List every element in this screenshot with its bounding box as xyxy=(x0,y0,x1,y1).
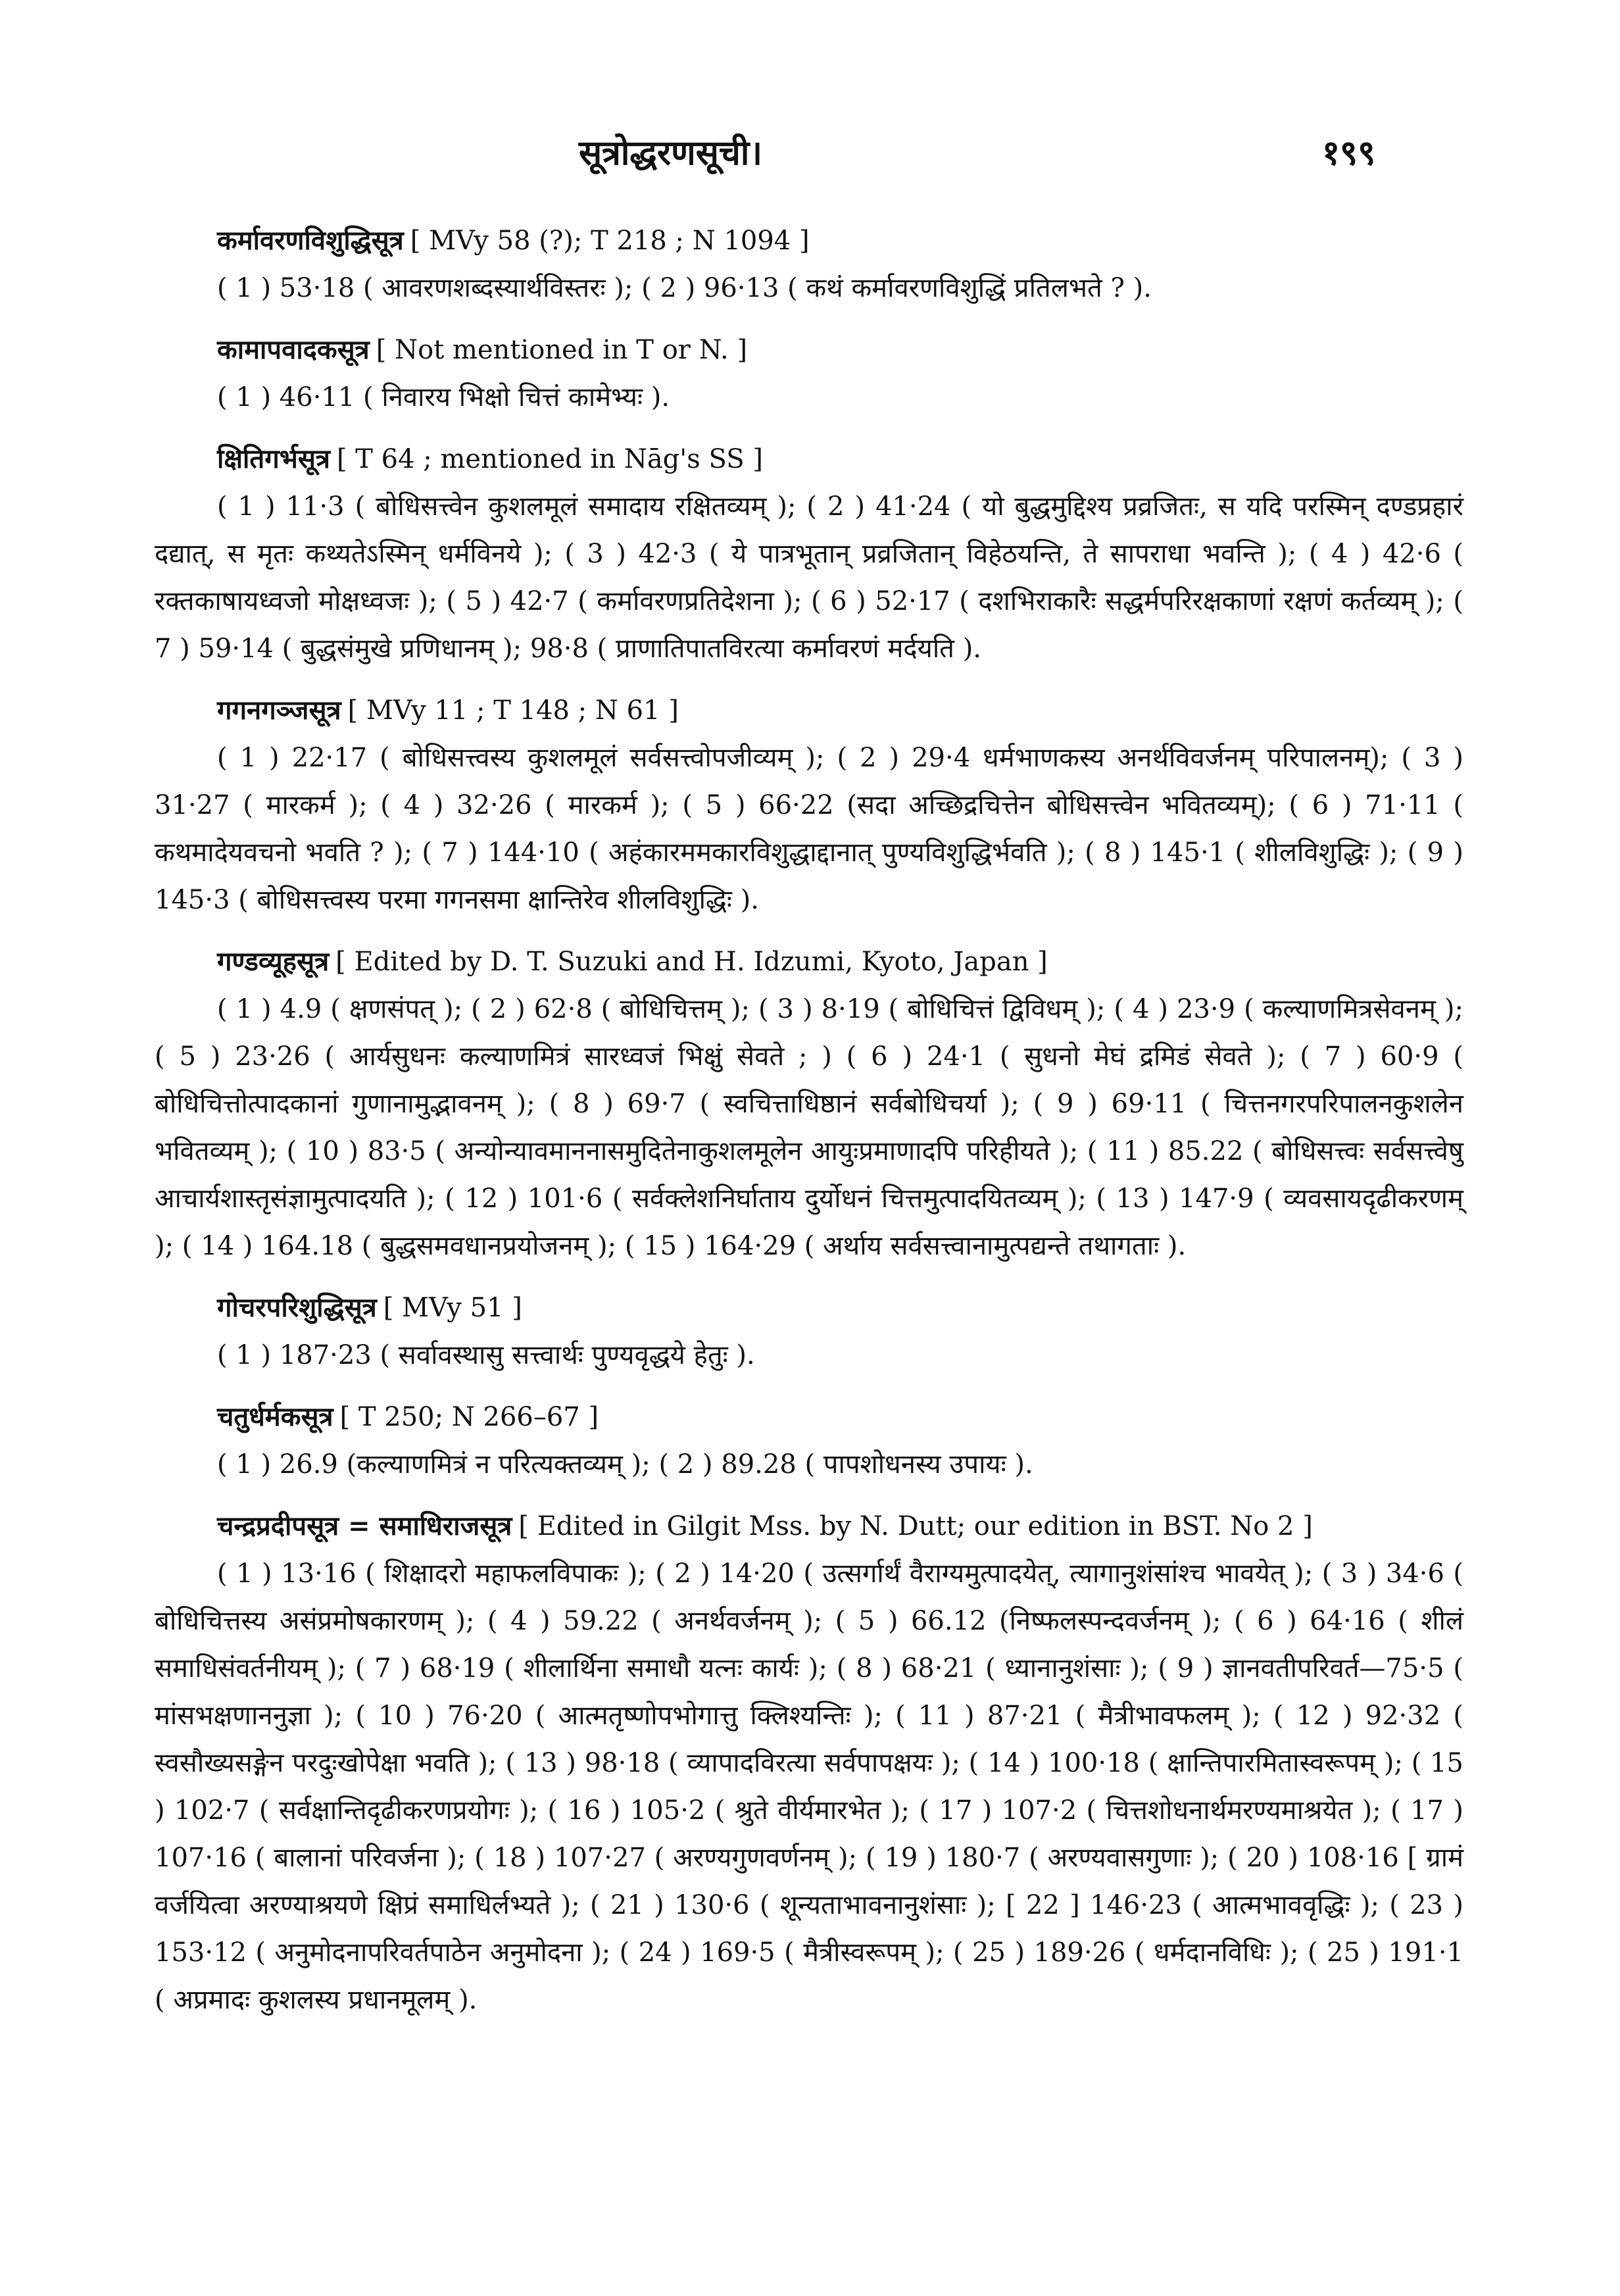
citation-list: ( 1 ) 46·11 ( निवारय भिक्षो चित्तं कामेभ्यः ). xyxy=(217,382,670,412)
entry-heading xyxy=(155,1284,1463,1332)
entry-ksitigarbha xyxy=(155,436,1463,672)
page-number: १९९ xyxy=(1322,133,1376,173)
sutra-title: चन्द्रप्रदीपसूत्र = समाधिराजसूत्र xyxy=(217,1510,512,1541)
entry-karmavarana xyxy=(155,217,1463,312)
entry-heading xyxy=(155,687,1463,734)
entry-heading xyxy=(155,1393,1463,1441)
sutra-title: चतुर्धर्मकसूत्र xyxy=(217,1401,333,1432)
citation-list: ( 1 ) 13·16 ( शिक्षादरो महाफलविपाकः ); ( 2 ) 14·20 ( उत्सर्गार्थं वैराग्यमुत्पादयेत्, त्यागानुशंसांश्च भावयेत् ); ( 3 ) 34·6 ( बोधिचित्तस्य असंप्रमोषकारणम् ); ( 4 ) 59.22 ( अनर्थवर्जनम् ); ( 5 ) 66.12 (निष्फलस्पन्दवर्जनम् ); ( 6 ) 64·16 ( शीलं समाधिसंवर्तनीयम् ); ( 7 ) 68·19 ( शीलार्थिना समाधौ यत्नः कार्यः ); ( 8 ) 68·21 ( ध्यानानुशंसाः ); ( 9 ) ज्ञानवतीपरिवर्त—75·5 ( मांसभक्षणाननुज्ञा ); ( 10 ) 76·20 ( आत्मतृष्णोपभोगात्तु क्लिश्यन्तिः ); ( 11 ) 87·21 ( मैत्रीभावफलम् ); ( 12 ) 92·32 ( स्वसौख्यसङ्गेन परदुःखोपेक्षा भवति ); ( 13 ) 98·18 ( व्यापादविरत्या सर्वपापक्षयः ); ( 14 ) 100·18 ( क्षान्तिपारमितास्वरूपम् ); ( 15 ) 102·7 ( सर्वक्षान्तिदृढीकरणप्रयोगः ); ( 16 ) 105·2 ( श्रुते वीर्यमारभेत ); ( 17 ) 107·2 ( चित्तशोधनार्थमरण्यमाश्रयेत ); ( 17 ) 107·16 ( बालानां परिवर्जना ); ( 18 ) 107·27 ( अरण्यगुणवर्णनम् ); ( 19 ) 180·7 ( अरण्यवासगुणाः ); ( 20 ) 108·16 [ ग्रामं वर्जयित्वा अरण्याश्रयणे क्षिप्रं समाधिर्लभ्यते ); ( 21 ) 130·6 ( शून्यताभावनानुशंसाः ); [ 22 ] 146·23 ( आत्मभाववृद्धिः ); ( 23 ) 153·12 ( अनुमोदनापरिवर्तपाठेन अनुमोदना ); ( 24 ) 169·5 ( मैत्रीस्वरूपम् ); ( 25 ) 189·26 ( धर्मदानविधिः ); ( 25 ) 191·1 ( अप्रमादः कुशलस्य प्रधानमूलम् ). xyxy=(155,1559,1463,2015)
entry-heading xyxy=(155,436,1463,483)
sutra-title: गोचरपरिशुद्धिसूत्र xyxy=(217,1292,377,1323)
sutra-reference: [ MVy 51 ] xyxy=(383,1293,522,1323)
entry-candrapradipa xyxy=(155,1503,1463,2024)
sutra-title: कामापवादकसूत्र xyxy=(217,334,370,365)
entry-kamapavadaka xyxy=(155,326,1463,421)
sutra-title: गण्डव्यूहसूत्र xyxy=(217,946,330,977)
citation-list: ( 1 ) 187·23 ( सर्वावस्थासु सत्त्वार्थः पुण्यवृद्धये हेतुः ). xyxy=(217,1340,755,1370)
sutra-title: गगनगञ्जसूत्र xyxy=(217,695,341,726)
sutra-title: कर्मावरणविशुद्धिसूत्र xyxy=(217,225,404,256)
entry-gandavyuha xyxy=(155,938,1463,1270)
entry-caturdharmaka xyxy=(155,1393,1463,1488)
sutra-reference: [ Edited in Gilgit Mss. by N. Dutt; our edition in BST. No 2 ] xyxy=(518,1511,1313,1541)
entry-heading xyxy=(155,1503,1463,1550)
sutra-reference: [ T 250; N 266–67 ] xyxy=(339,1402,599,1432)
sutra-title: क्षितिगर्भसूत्र xyxy=(217,443,330,474)
sutra-reference: [ Not mentioned in T or N. ] xyxy=(376,335,748,365)
running-title: सूत्रोद्धरणसूची। xyxy=(579,133,763,173)
citation-list: ( 1 ) 53·18 ( आवरणशब्दस्यार्थविस्तरः ); ( 2 ) 96·13 ( कथं कर्मावरणविशुद्धिं प्रतिलभते ? ). xyxy=(217,273,1152,303)
sutra-reference: [ MVy 58 (?); T 218 ; N 1094 ] xyxy=(410,226,810,256)
entry-heading xyxy=(155,938,1463,986)
citation-list: ( 1 ) 11·3 ( बोधिसत्त्वेन कुशलमूलं समादाय रक्षितव्यम् ); ( 2 ) 41·24 ( यो बुद्धमुद्दिश्य प्रव्रजितः, स यदि परस्मिन् दण्डप्रहारं दद्यात्, स मृतः कथ्यतेऽस्मिन् धर्मविनये ); ( 3 ) 42·3 ( ये पात्रभूतान् प्रव्रजितान् विहेठयन्ति, ते सापराधा भवन्ति ); ( 4 ) 42·6 ( रक्तकाषायध्वजो मोक्षध्वजः ); ( 5 ) 42·7 ( कर्मावरणप्रतिदेशना ); ( 6 ) 52·17 ( दशभिराकारैः सद्धर्मपरिरक्षकाणां रक्षणं कर्तव्यम् ); ( 7 ) 59·14 ( बुद्धसंमुखे प्रणिधानम् ); 98·8 ( प्राणातिपातविरत्या कर्मावरणं मर्दयति ). xyxy=(155,491,1463,664)
citation-list: ( 1 ) 26.9 (कल्याणमित्रं न परित्यक्तव्यम् ); ( 2 ) 89.28 ( पापशोधनस्य उपायः ). xyxy=(217,1449,1033,1480)
sutra-reference: [ T 64 ; mentioned in Nāg's SS ] xyxy=(336,444,763,474)
entry-heading xyxy=(155,326,1463,374)
entry-list xyxy=(155,217,1463,2038)
sutra-reference: [ MVy 11 ; T 148 ; N 61 ] xyxy=(347,695,679,726)
citation-list: ( 1 ) 4.9 ( क्षणसंपत् ); ( 2 ) 62·8 ( बोधिचित्तम् ); ( 3 ) 8·19 ( बोधिचित्तं द्विविधम् ); ( 4 ) 23·9 ( कल्याणमित्रसेवनम् ); ( 5 ) 23·26 ( आर्यसुधनः कल्याणमित्रं सारध्वजं भिक्षुं सेवते ; ) ( 6 ) 24·1 ( सुधनो मेघं द्रमिडं सेवते ); ( 7 ) 60·9 ( बोधिचित्तोत्पादकानां गुणानामुद्भावनम् ); ( 8 ) 69·7 ( स्वचित्ताधिष्ठानं सर्वबोधिचर्या ); ( 9 ) 69·11 ( चित्तनगरपरिपालनकुशलेन भवितव्यम् ); ( 10 ) 83·5 ( अन्योन्यावमाननासमुदितेनाकुशलमूलेन आयुःप्रमाणादपि परिहीयते ); ( 11 ) 85.22 ( बोधिसत्त्वः सर्वसत्त्वेषु आचार्यशास्तृसंज्ञामुत्पादयति ); ( 12 ) 101·6 ( सर्वक्लेशनिर्घाताय दुर्योधनं चित्तमुत्पादयितव्यम् ); ( 13 ) 147·9 ( व्यवसायदृढीकरणम् ); ( 14 ) 164.18 ( बुद्धसमवधानप्रयोजनम् ); ( 15 ) 164·29 ( अर्थाय सर्वसत्त्वानामुत्पद्यन्ते तथागताः ). xyxy=(155,994,1463,1261)
entry-gaganaganja xyxy=(155,687,1463,924)
entry-heading xyxy=(155,217,1463,264)
entry-gocaraparisuddhi xyxy=(155,1284,1463,1379)
page-header xyxy=(0,128,1620,181)
sutra-reference: [ Edited by D. T. Suzuki and H. Idzumi, Kyoto, Japan ] xyxy=(335,947,1048,977)
citation-list: ( 1 ) 22·17 ( बोधिसत्त्वस्य कुशलमूलं सर्वसत्त्वोपजीव्यम् ); ( 2 ) 29·4 धर्मभाणकस्य अनर्थविवर्जनम् परिपालनम्); ( 3 ) 31·27 ( मारकर्म ); ( 4 ) 32·26 ( मारकर्म ); ( 5 ) 66·22 (सदा अच्छिद्रचित्तेन बोधिसत्त्वेन भवितव्यम्); ( 6 ) 71·11 ( कथमादेयवचनो भवति ? ); ( 7 ) 144·10 ( अहंकारममकारविशुद्धाद्दानात् पुण्यविशुद्धिर्भवति ); ( 8 ) 145·1 ( शीलविशुद्धिः ); ( 9 ) 145·3 ( बोधिसत्त्वस्य परमा गगनसमा क्षान्तिरेव शीलविशुद्धिः ). xyxy=(155,743,1463,915)
